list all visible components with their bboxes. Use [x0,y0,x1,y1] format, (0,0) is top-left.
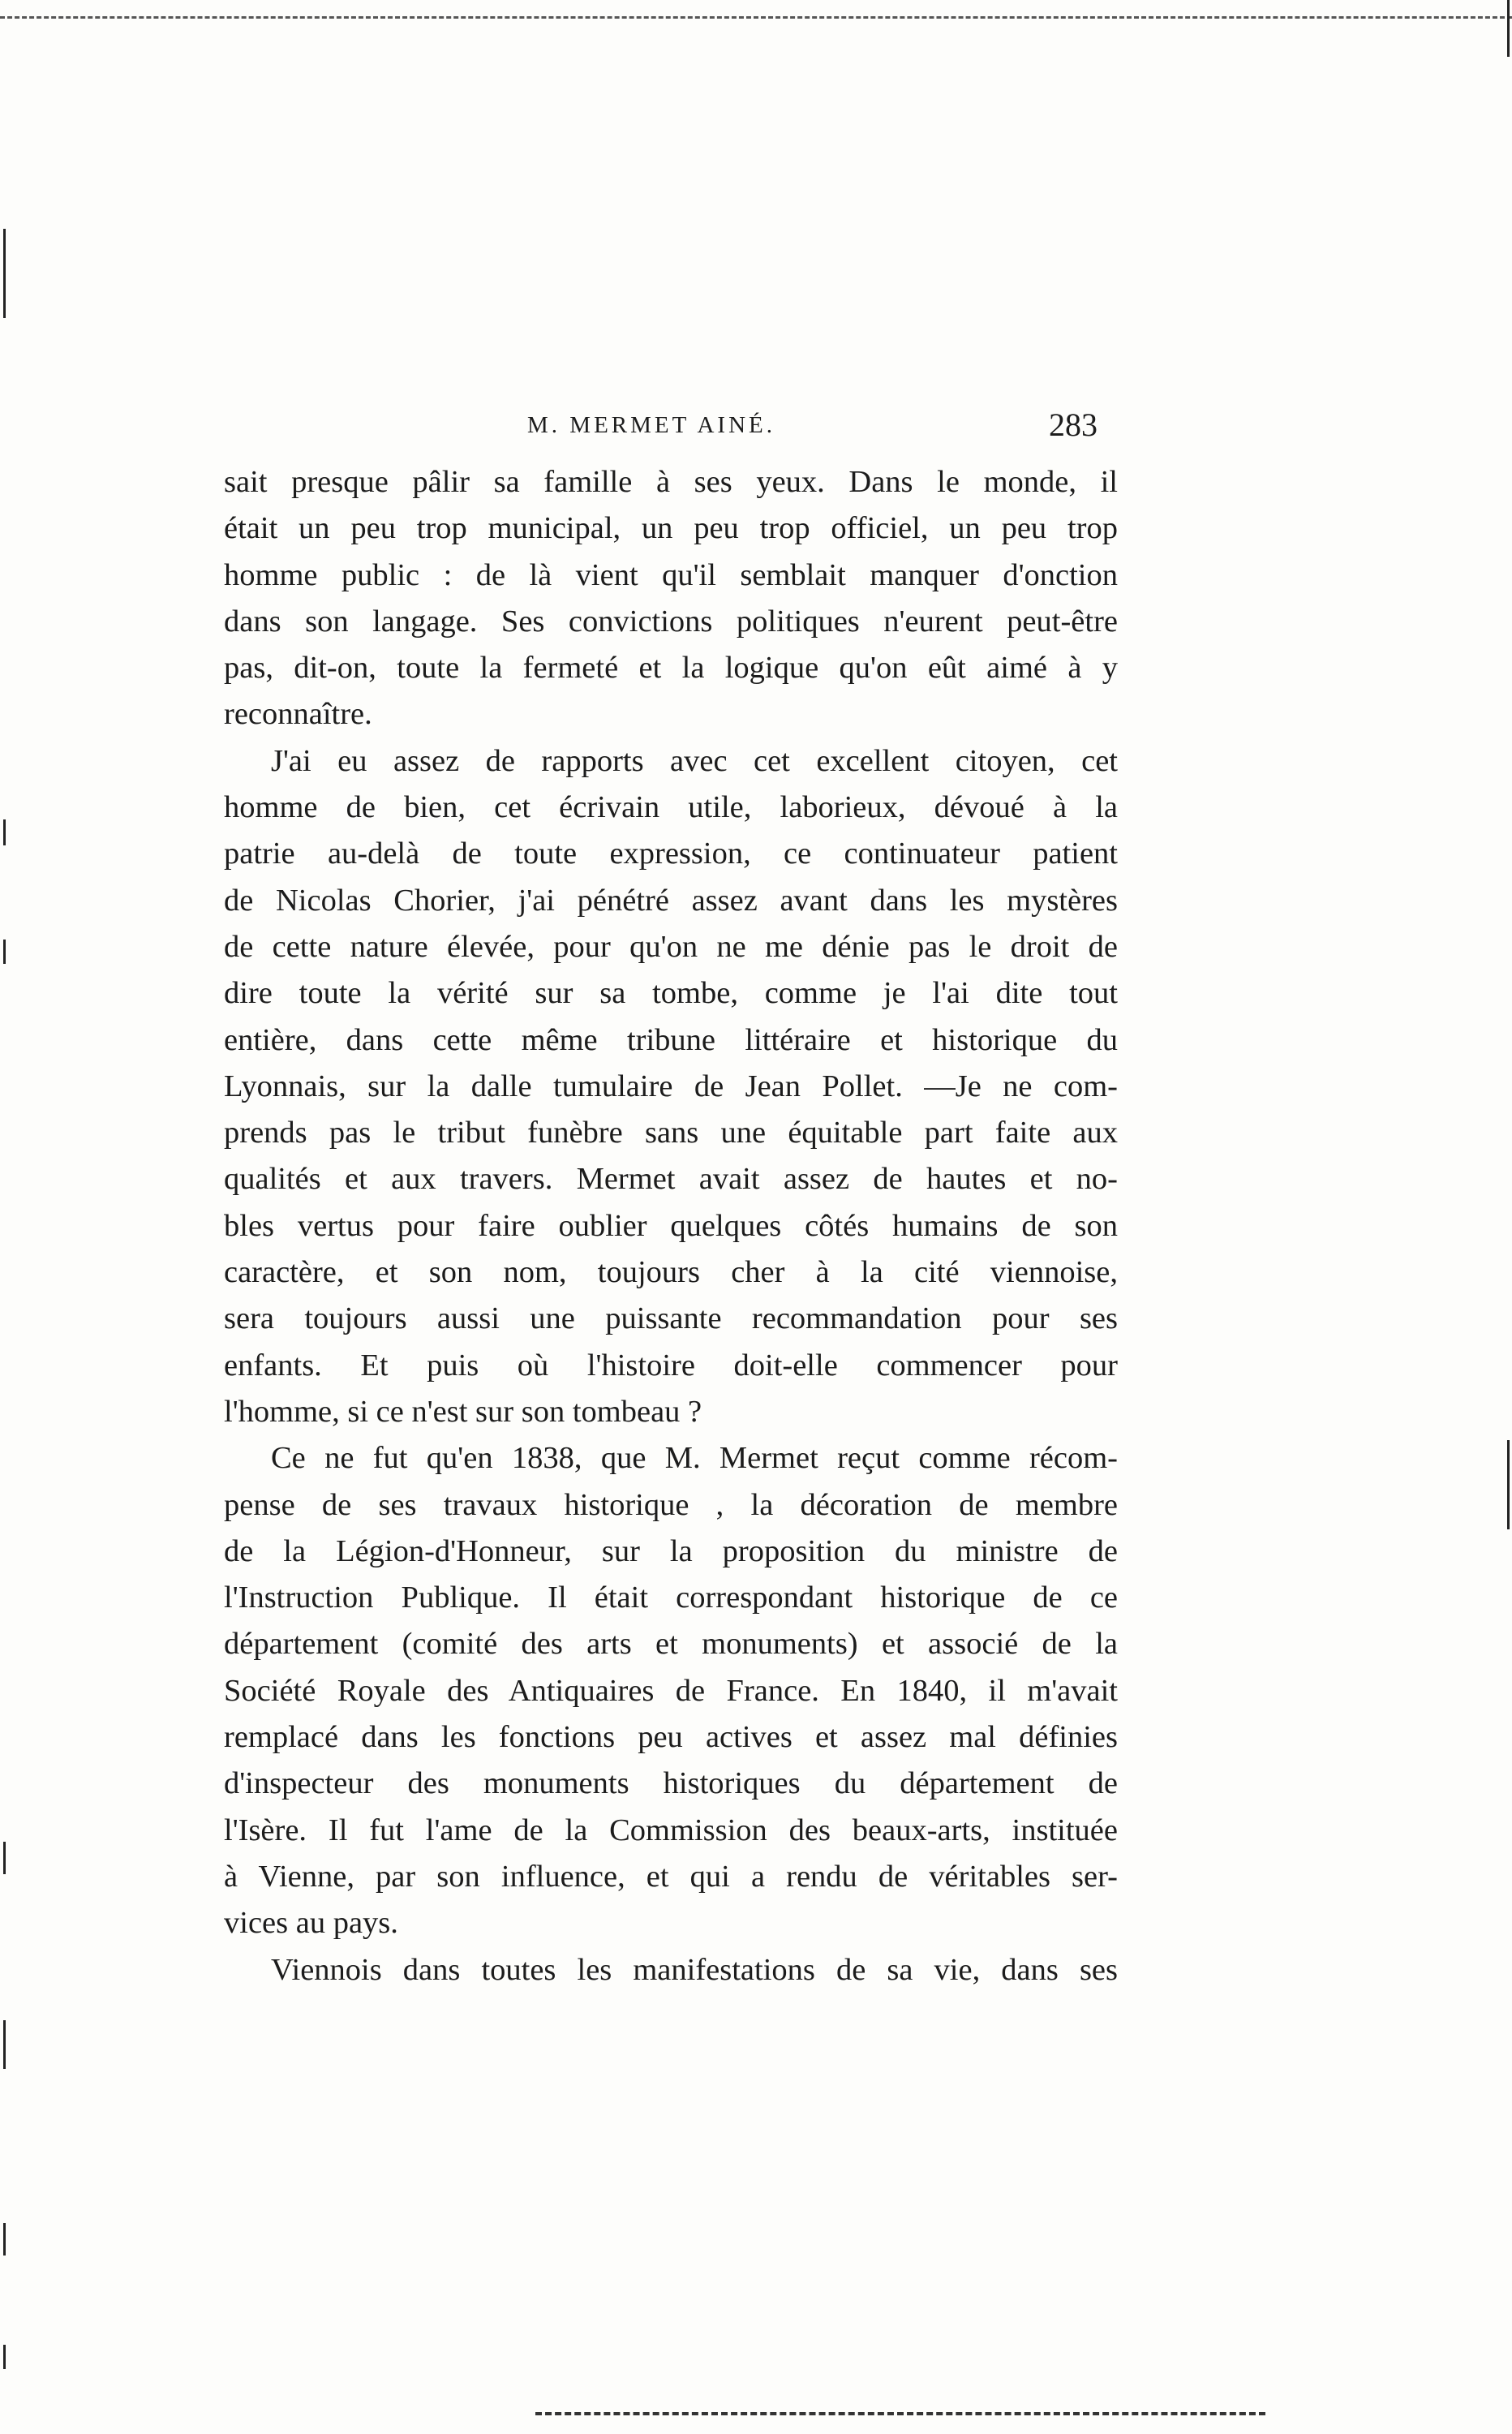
scan-edge-mark [1507,0,1510,57]
page-number: 283 [1049,406,1097,443]
scan-edge-mark [3,2020,6,2069]
text-line: qualités et aux travers. Mermet avait assez de hautes et no- [224,1162,1118,1197]
text-line: dans son langage. Ses convictions politiques n'eurent peut-être [224,604,1118,639]
text-line: département (comité des arts et monuments) et associé de la [224,1627,1118,1662]
text-line: Ce ne fut qu'en 1838, que M. Mermet reçut comme récom- [271,1441,1118,1476]
text-line: vices au pays. [224,1906,398,1941]
text-line: homme public : de là vient qu'il semblait manquer d'onction [224,557,1118,592]
scan-artifact-bottom [535,2412,1265,2415]
scan-edge-mark [1507,1440,1510,1529]
running-title: M. MERMET AINÉ. [527,412,775,438]
scan-edge-mark [3,229,6,318]
text-line: pense de ses travaux historique , la décoration de membre [224,1487,1118,1522]
text-line: prends pas le tribut funèbre sans une équitable part faite aux [224,1116,1118,1150]
text-line: sera toujours aussi une puissante recommandation pour ses [224,1301,1118,1336]
text-line: patrie au-delà de toute expression, ce continuateur patient [224,836,1118,871]
text-line: remplacé dans les fonctions peu actives et assez mal définies [224,1720,1118,1755]
text-line: était un peu trop municipal, un peu trop officiel, un peu trop [224,511,1118,546]
text-line: Société Royale des Antiquaires de France. En 1840, il m'avait [224,1673,1118,1708]
text-line: reconnaître. [224,697,372,732]
text-line: pas, dit-on, toute la fermeté et la logique qu'on eût aimé à y [224,651,1118,686]
scan-edge-mark [3,2345,6,2369]
scan-edge-mark [3,819,6,845]
scan-artifact-top [0,16,1512,19]
text-line: de Nicolas Chorier, j'ai pénétré assez avant dans les mystères [224,883,1118,918]
text-line: entière, dans cette même tribune littéraire et historique du [224,1022,1118,1057]
scan-edge-mark [3,1842,6,1874]
text-line: caractère, et son nom, toujours cher à la cité viennoise, [224,1255,1118,1290]
text-line: à Vienne, par son influence, et qui a rendu de véritables ser- [224,1859,1118,1894]
text-line: l'Instruction Publique. Il était correspondant historique de ce [224,1580,1118,1615]
text-line: de cette nature élevée, pour qu'on ne me dénie pas le droit de [224,929,1118,964]
text-line: l'Isère. Il fut l'ame de la Commission des beaux-arts, instituée [224,1813,1118,1847]
text-line: de la Légion-d'Honneur, sur la proposition du ministre de [224,1533,1118,1568]
scan-edge-mark [3,940,6,964]
text-line: Viennois dans toutes les manifestations de sa vie, dans ses [271,1952,1118,1987]
text-line: sait presque pâlir sa famille à ses yeux. Dans le monde, il [224,465,1118,499]
text-line: d'inspecteur des monuments historiques du département de [224,1766,1118,1801]
text-line: J'ai eu assez de rapports avec cet excellent citoyen, cet [271,743,1118,778]
text-line: dire toute la vérité sur sa tombe, comme je l'ai dite tout [224,976,1118,1011]
text-line: bles vertus pour faire oublier quelques côtés humains de son [224,1208,1118,1243]
scan-edge-mark [3,2223,6,2256]
text-line: l'homme, si ce n'est sur son tombeau ? [224,1394,702,1429]
text-line: homme de bien, cet écrivain utile, laborieux, dévoué à la [224,790,1118,825]
text-line: Lyonnais, sur la dalle tumulaire de Jean Pollet. —Je ne com- [224,1069,1118,1103]
text-line: enfants. Et puis où l'histoire doit-elle commencer pour [224,1348,1118,1383]
body-text [224,459,1118,1993]
